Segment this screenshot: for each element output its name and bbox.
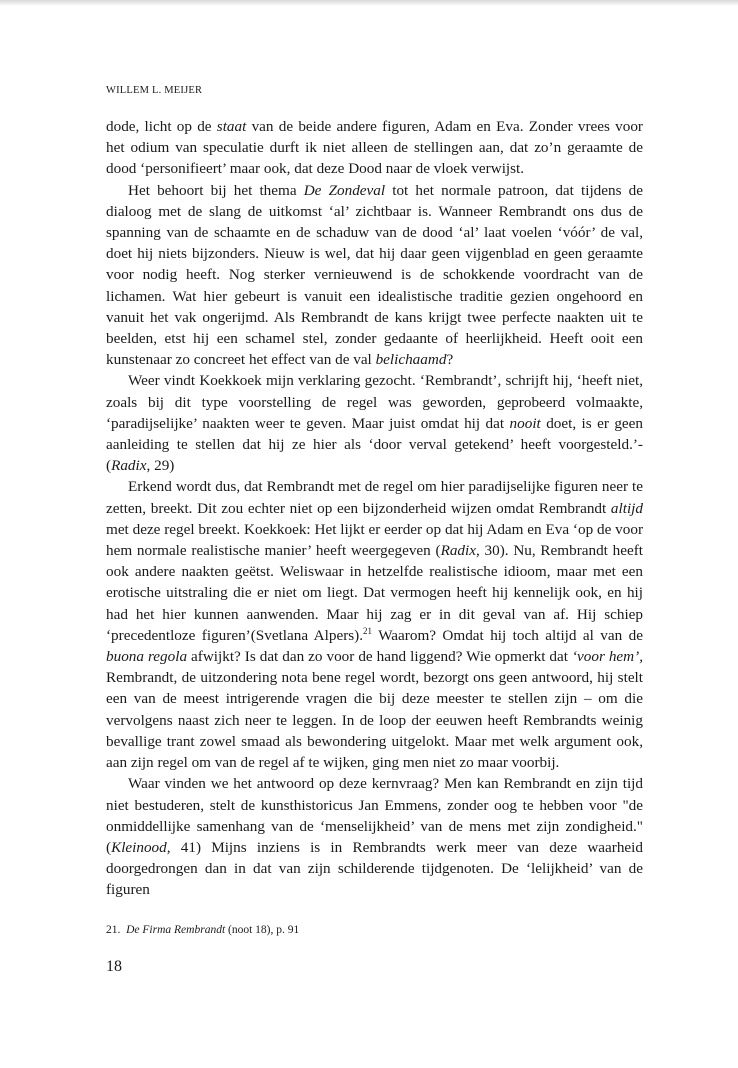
text-run: , 29)	[146, 457, 175, 475]
text-run: Waarom? Omdat hij toch altijd al van de	[372, 626, 644, 644]
italic-run: buona regola	[106, 648, 188, 666]
text-run: Erkend wordt dus, dat Rembrandt met de regel om hier paradijselijke figuren neer te zetten, breekt. Dit zou echter niet op een bijzonderheid wijzen omdat Rembrandt	[106, 478, 643, 517]
italic-run: Kleinood,	[111, 838, 171, 856]
italic-run: De Zondeval	[303, 181, 386, 199]
text-run: ?	[446, 351, 454, 369]
paragraph	[106, 370, 643, 476]
italic-run: nooit	[509, 414, 541, 432]
paragraph	[106, 773, 643, 900]
text-run: , 30). Nu, Rembrandt heeft ook andere naakten geëtst. Weliswaar in hetzelfde realistische idioom, maar met een erotische uitstraling die er niet om liegt. Dat vermogen heeft hij kennelijk ook, en hij had het hier kunnen aanwenden. Maar hij zag er in dit geval van af. Hij schiep ‘precedentloze figuren’(Svetlana Alpers).	[106, 542, 643, 644]
text-run: met deze regel breekt. Koekkoek: Het lijkt er eerder op dat hij Adam en Eva ‘op de voor hem normale realistische manier’ heeft weergegeven (	[106, 520, 643, 560]
text-run: 41) Mijns inziens is in Rembrandts werk meer van deze waarheid doorgedrongen dan in dat van zijn schilderende tijdgenoten. De ‘lelijkheid’ van de figuren	[106, 838, 643, 899]
italic-run: belichaamd	[375, 351, 447, 369]
paragraph	[106, 180, 643, 371]
text-run: Rembrandt, de uitzondering nota bene regel wordt, bezorgt ons geen antwoord, hij stelt een van de meest intrigerende vragen die bij deze meester te stellen zijn – om die vervolgens naast zich neer te leggen. In de loop der eeuwen heeft Rembrandts weinig bevallige trant zowel smaad als bewondering uitgelokt. Maar met welk argument ook, aan zijn regel om van de regel af te wijken, ging men niet zo maar voorbij.	[106, 669, 643, 772]
text-run: Weer vindt Koekkoek mijn verklaring gezocht. ‘Rembrandt’, schrijft hij, ‘heeft niet, zoals bij dit type voorstelling de regel was geworden, geprobeerd volmaakte, ‘paradijselijke’ naakten weer te geven. Maar juist omdat hij dat	[106, 372, 643, 432]
paragraph	[106, 116, 643, 180]
text-run: dode, licht op de	[106, 118, 217, 135]
italic-run: Radix	[440, 542, 476, 560]
paragraph	[106, 476, 643, 773]
text-run: van de beide andere figuren, Adam en Eva. Zonder vrees voor het odium van speculatie durft ik niet alleen de stellingen aan, dat zo’n geraamte de dood ‘personifieert’ maar ook, dat deze Dood naar de vloek verwijst.	[106, 118, 643, 178]
italic-run: Radix	[111, 457, 147, 475]
text-run: tot het normale patroon, dat tijdens de dialoog met de slang de uitkomst ‘al’ zichtbaar is. Wanneer Rembrandt ons dus de spanning van de schaamte en de schaduw van de dood ‘al’ laat voelen ‘vóór’ de val, doet hij niets bijzonders. Nieuw is wel, dat hij daar geen vijgenblad en geen geraamte voor nodig heeft. Nog sterker vernieuwend is de schokkende voordracht van de lichamen. Wat hier gebeurt is vanuit een idealistische traditie gezien ongehoord en vanuit het vak ongerijmd. Als Rembrandt de kans krijgt twee perfecte naakten uit te beelden, etst hij een schamel stel, zonder gedaante of heerlijkheid. Heeft ooit een kunstenaar zo concreet het effect van de val	[106, 181, 643, 369]
text-run: Het behoort bij het thema	[128, 181, 304, 199]
footnote-number: 21.	[106, 924, 121, 936]
text-run: afwijkt? Is dat dan zo voor de hand liggend? Wie opmerkt dat	[187, 648, 572, 666]
body-text	[106, 116, 643, 901]
text-run: doet, is er geen aanleiding te stellen dat hij ze hier als ‘door verval getekend’ heeft voorgesteld.’- (	[106, 414, 643, 475]
italic-run: ‘voor hem’,	[571, 648, 643, 666]
scan-edge-shadow	[0, 0, 738, 6]
running-head: WILLEM L. MEIJER	[106, 85, 203, 96]
italic-run: altijd	[610, 499, 643, 517]
footnote-ref: 21	[363, 625, 373, 636]
footnote-reference: (noot 18), p. 91	[225, 924, 300, 936]
italic-run: staat	[216, 118, 247, 135]
footnote-title: De Firma Rembrandt	[126, 924, 226, 936]
text-run: Waar vinden we het antwoord op deze kernvraag? Men kan Rembrandt en zijn tijd niet bestuderen, stelt de kunsthistoricus Jan Emmens, zonder oog te hebben voor "de onmiddellijke samenhang van de ‘menselijkheid’ van de mens met zijn zondigheid." (	[106, 775, 643, 856]
page-number: 18	[106, 958, 122, 975]
footnote	[106, 924, 299, 936]
